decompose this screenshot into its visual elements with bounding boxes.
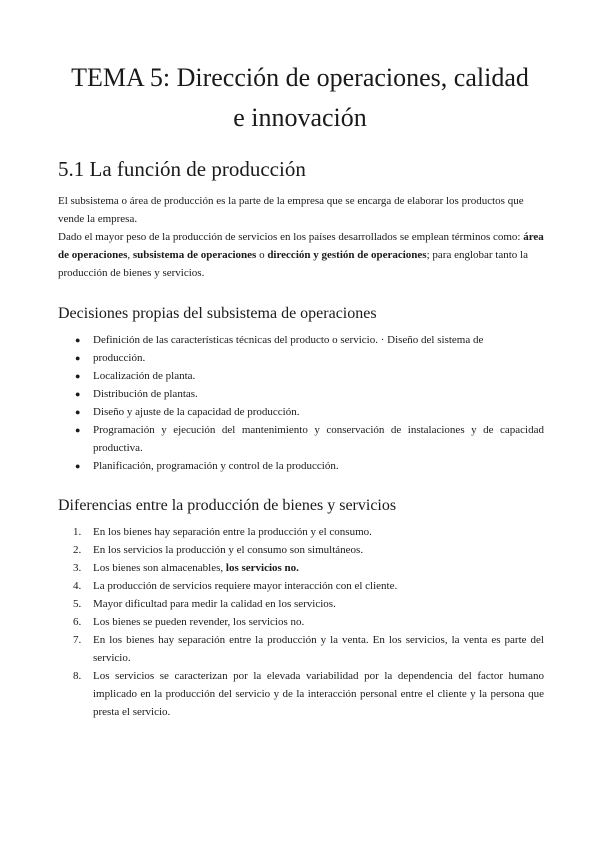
list-item: 8. Los servicios se caracterizan por la elevada variabilidad por la dependencia del factor humano implicado en la producción del servicio y de la interacción personal entre el cliente y la persona que presta el servicio. [58, 667, 544, 721]
intro-text-start: Dado el mayor peso de la producción de servicios en los países desarrollados se emplean términos como: [58, 231, 524, 243]
bullet-icon: ● [75, 407, 81, 417]
item-number: 3. [73, 562, 82, 574]
intro-sep-1: , [127, 249, 133, 261]
item-number: 6. [73, 616, 82, 628]
decisiones-heading: Decisiones propias del subsistema de operaciones [58, 305, 377, 322]
item-number: 5. [73, 598, 82, 610]
list-item: ● Distribución de plantas. [58, 385, 544, 403]
term-subsistema-operaciones: subsistema de operaciones [132, 249, 257, 261]
list-item: ● Definición de las características técnicas del producto o servicio. · Diseño del sistema de [58, 331, 544, 349]
list-item: 3. Los bienes son almacenables, los servicios no. [58, 559, 544, 577]
item-number: 8. [73, 670, 82, 682]
bullet-icon: ● [75, 461, 81, 471]
term-area-operaciones: área de operaciones [58, 231, 544, 261]
bullet-icon: ● [75, 353, 81, 363]
intro-paragraph-2 [58, 228, 544, 282]
item-number: 2. [73, 544, 82, 556]
bullet-icon: ● [75, 425, 81, 435]
list-item: ● Diseño y ajuste de la capacidad de producción. [58, 403, 544, 421]
term-direccion-gestion: dirección y gestión de operaciones [267, 249, 427, 261]
emphasis-servicios-no: los servicios no. [225, 562, 299, 574]
list-item: ● producción. [58, 349, 544, 367]
title-line-1: TEMA 5: Dirección de operaciones, calidad [71, 63, 529, 92]
diferencias-heading: Diferencias entre la producción de bienes y servicios [58, 497, 397, 514]
intro-text-end: ; para englobar tanto la producción de bienes y servicios. [58, 249, 528, 279]
list-item: ● Programación y ejecución del mantenimiento y conservación de instalaciones y de capacidad productiva. [58, 421, 544, 457]
item-number: 4. [73, 580, 82, 592]
intro-paragraph-1: El subsistema o área de producción es la parte de la empresa que se encarga de elaborar los productos que vende la empresa. [58, 195, 524, 225]
diferencias-list [58, 523, 544, 721]
list-item: 7. En los bienes hay separación entre la producción y la venta. En los servicios, la venta es parte del servicio. [58, 631, 544, 667]
document-title [40, 58, 560, 138]
decisiones-list [58, 331, 544, 475]
bullet-icon: ● [75, 389, 81, 399]
section-heading: 5.1 La función de producción [58, 157, 306, 181]
bullet-icon: ● [75, 335, 81, 345]
list-item: ● Localización de planta. [58, 367, 544, 385]
item-number: 7. [73, 634, 82, 646]
list-item: 6. Los bienes se pueden revender, los servicios no. [58, 613, 544, 631]
list-item: 1. En los bienes hay separación entre la producción y el consumo. [58, 523, 544, 541]
list-item: ● Planificación, programación y control de la producción. [58, 457, 544, 475]
bullet-icon: ● [75, 371, 81, 381]
list-item: 5. Mayor dificultad para medir la calidad en los servicios. [58, 595, 544, 613]
title-line-2: e innovación [233, 103, 367, 132]
item-number: 1. [73, 526, 82, 538]
list-item: 2. En los servicios la producción y el consumo son simultáneos. [58, 541, 544, 559]
intro-sep-2: o [256, 249, 268, 261]
list-item: 4. La producción de servicios requiere mayor interacción con el cliente. [58, 577, 544, 595]
